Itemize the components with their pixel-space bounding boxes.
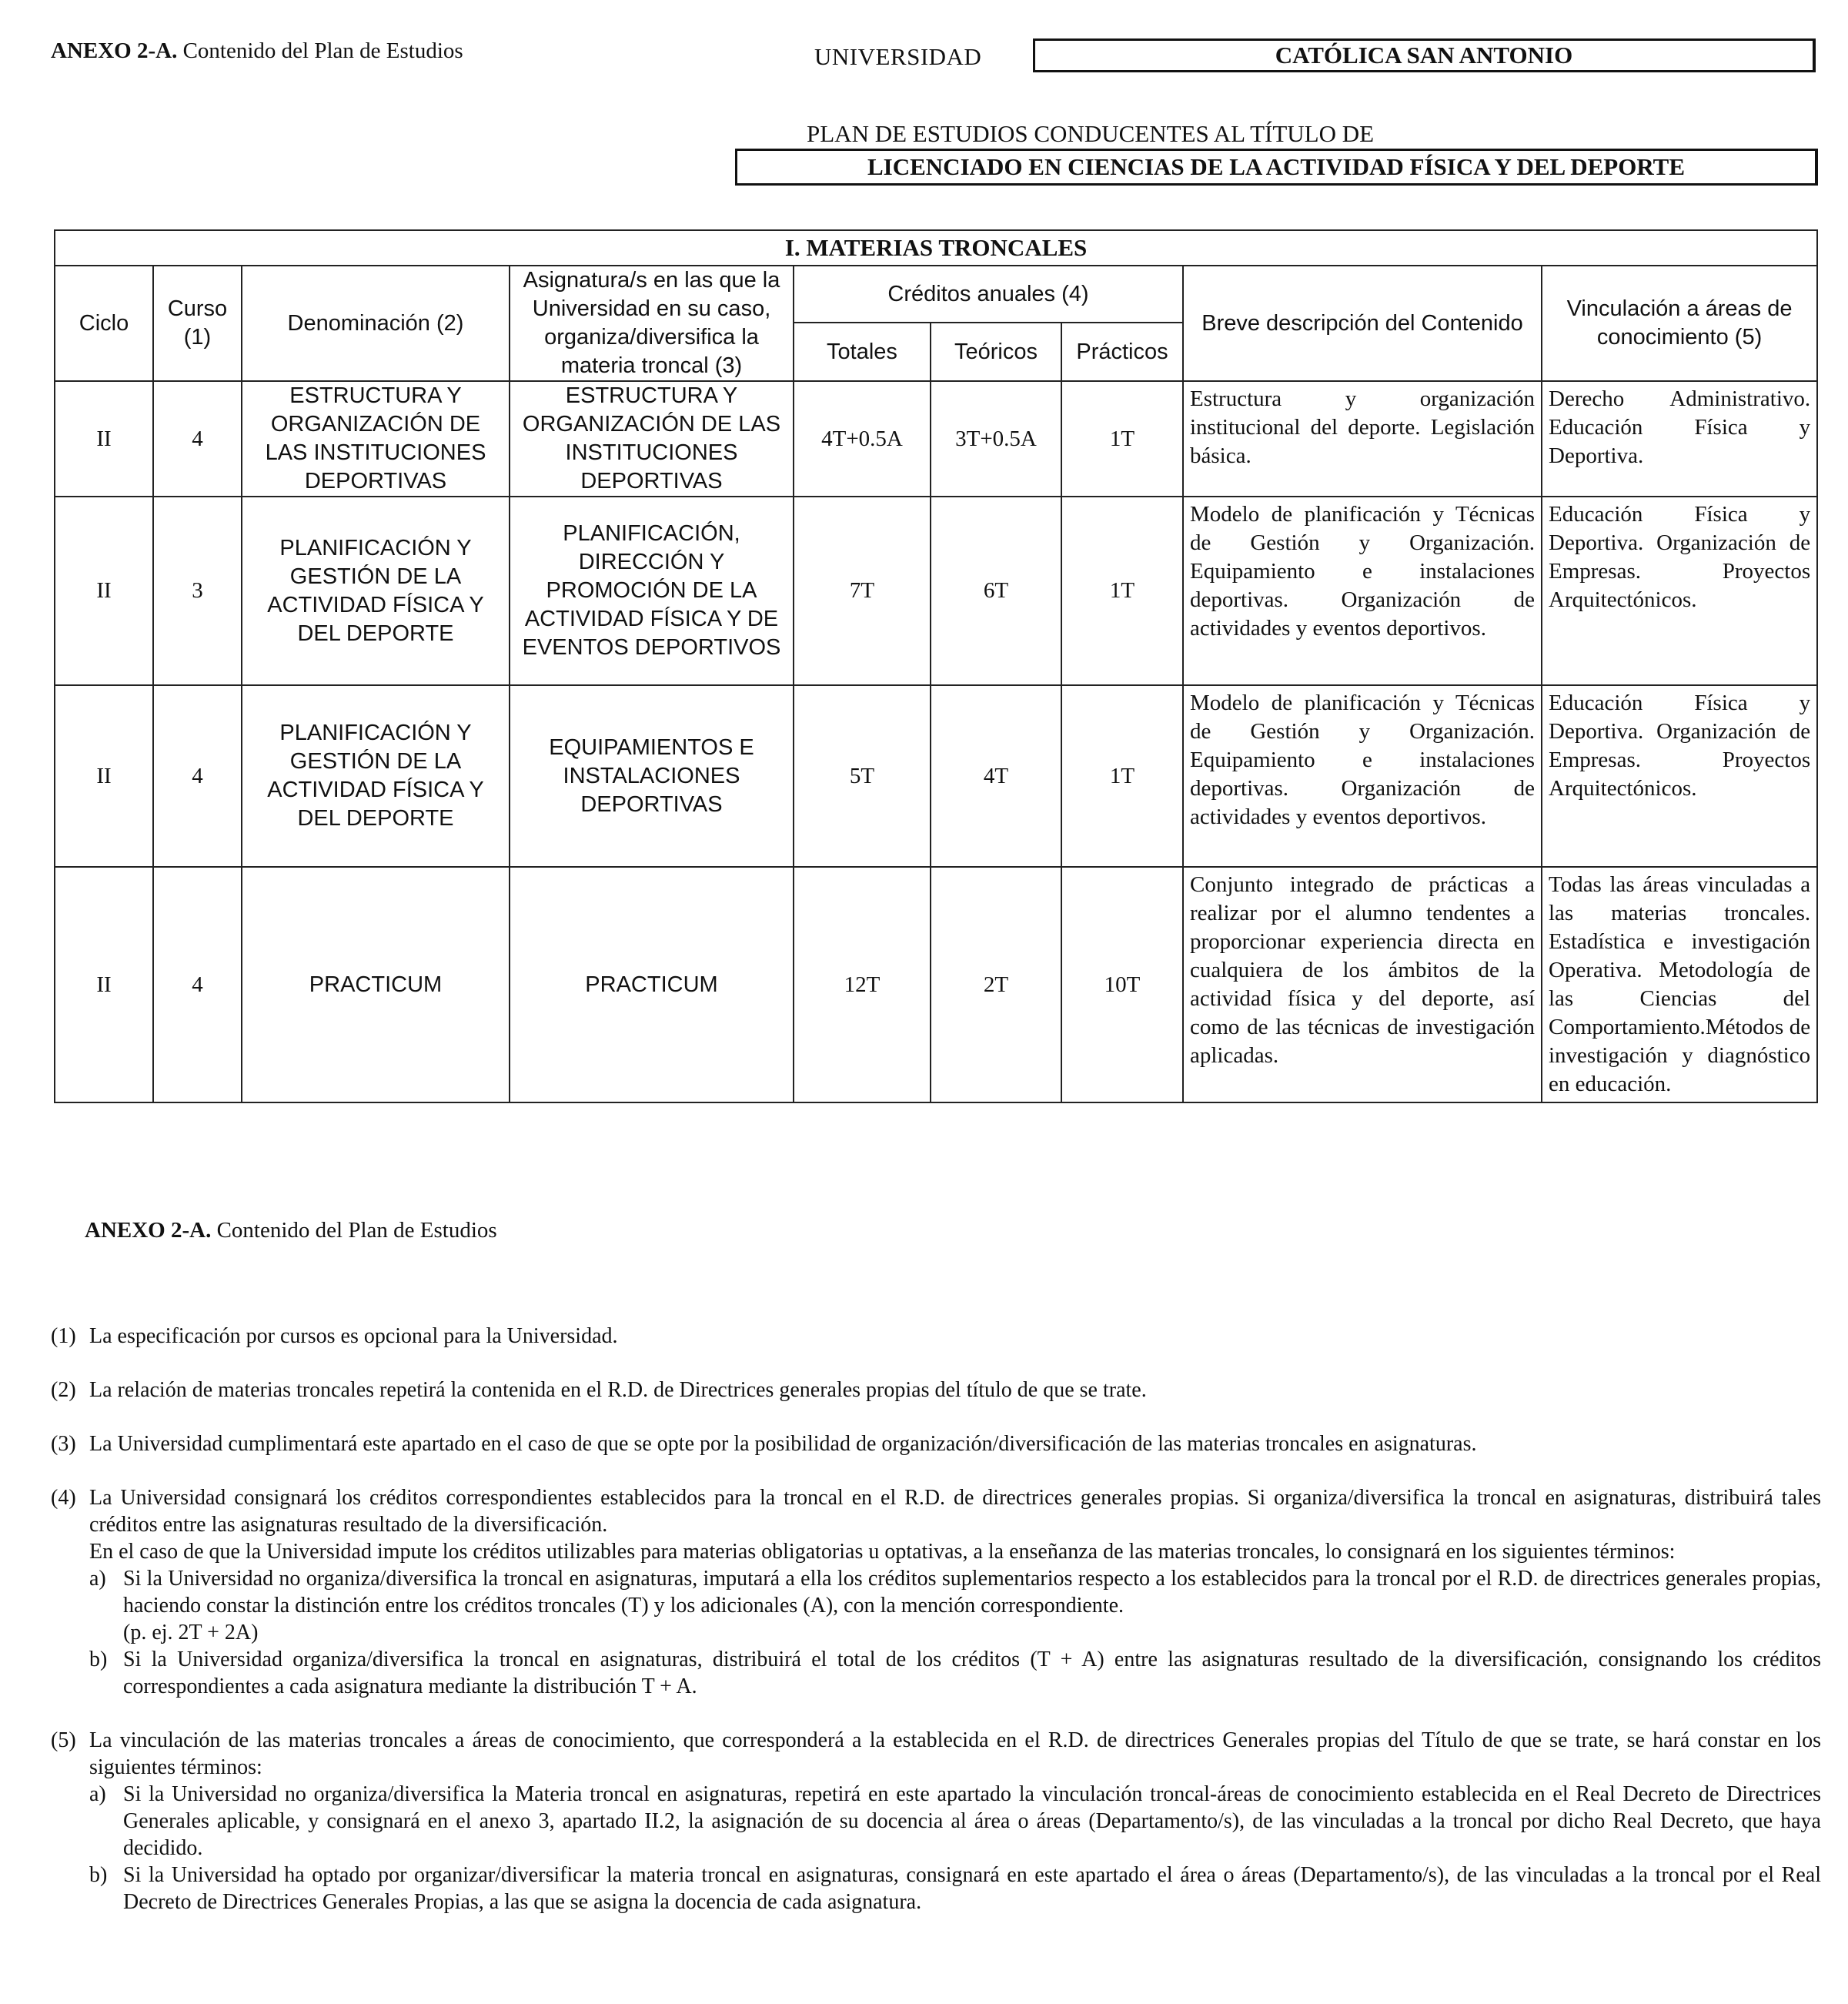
header-practicos: Prácticos — [1061, 323, 1183, 381]
cell-teoricos: 2T — [931, 867, 1061, 1102]
cell-asignatura: EQUIPAMIENTOS E INSTALACIONES DEPORTIVAS — [510, 685, 794, 867]
note-5-sub-b-text: Si la Universidad ha optado por organizar/diversificar la materia troncal en asignaturas, consignará en este apartado el área o áreas (Departamento/s), de las vinculadas a la troncal por el Real Decreto de Directrices Generales Propias, a las que se asigna la docencia de cada asignatura. — [123, 1863, 1821, 1914]
cell-ciclo: II — [55, 381, 153, 497]
annex-heading-rest: Contenido del Plan de Estudios — [177, 38, 463, 63]
cell-asignatura: PRACTICUM — [510, 867, 794, 1102]
cell-curso: 4 — [153, 381, 242, 497]
cell-practicos: 10T — [1061, 867, 1183, 1102]
note-3-number: (3) — [51, 1432, 76, 1456]
note-4-sub-b-text: Si la Universidad organiza/diversifica la troncal en asignaturas, distribuirá el total de los créditos (T + A) entre las asignaturas resultado de la diversificación, consignando los créditos correspondientes a cada asignatura mediante la distribución T + A. — [123, 1648, 1821, 1698]
note-1-text: La especificación por cursos es opcional para la Universidad. — [89, 1324, 618, 1348]
note-5-sub-a-number: a) — [89, 1782, 106, 1806]
materias-troncales-table-wrap — [54, 229, 1816, 1103]
notes-section — [51, 1323, 1821, 1915]
cell-totales: 4T+0.5A — [794, 381, 931, 497]
cell-vinculacion: Derecho Administrativo. Educación Física y Deportiva. — [1542, 381, 1817, 497]
cell-curso: 4 — [153, 685, 242, 867]
cell-totales: 7T — [794, 497, 931, 685]
cell-asignatura: ESTRUCTURA Y ORGANIZACIÓN DE LAS INSTITUCIONES DEPORTIVAS — [510, 381, 794, 497]
table-row — [55, 497, 1817, 685]
header-curso: Curso (1) — [153, 266, 242, 381]
header-ciclo: Ciclo — [55, 266, 153, 381]
cell-vinculacion: Educación Física y Deportiva. Organización de Empresas. Proyectos Arquitectónicos. — [1542, 497, 1817, 685]
note-4-number: (4) — [51, 1486, 76, 1510]
note-4-sub-b-number: b) — [89, 1648, 108, 1671]
table-row — [55, 381, 1817, 497]
cell-teoricos: 4T — [931, 685, 1061, 867]
header-totales: Totales — [794, 323, 931, 381]
cell-totales: 5T — [794, 685, 931, 867]
header-teoricos: Teóricos — [931, 323, 1061, 381]
cell-asignatura: PLANIFICACIÓN, DIRECCIÓN Y PROMOCIÓN DE LA ACTIVIDAD FÍSICA Y DE EVENTOS DEPORTIVOS — [510, 497, 794, 685]
note-5-body — [89, 1727, 1821, 1915]
materias-troncales-table — [54, 229, 1818, 1103]
cell-curso: 4 — [153, 867, 242, 1102]
note-2-number: (2) — [51, 1378, 76, 1402]
cell-vinculacion: Todas las áreas vinculadas a las materias troncales. Estadística e investigación Operativa. Metodología de las Ciencias del Comportamiento.Métodos de investigación y diagnóstico en educación. — [1542, 867, 1817, 1102]
plan-label: PLAN DE ESTUDIOS CONDUCENTES AL TÍTULO DE — [807, 120, 1375, 147]
cell-curso: 3 — [153, 497, 242, 685]
note-5-sub-a-text: Si la Universidad no organiza/diversifica la Materia troncal en asignaturas, repetirá en este apartado la vinculación troncal-áreas de conocimiento establecida en el Real Decreto de Directrices Generales aplicable, y consignará en el anexo 3, apartado II.2, la asignación de su docencia al área o áreas (Departamento/s), de las vinculadas a la troncal por dicho Real Decreto, que haya decidido. — [123, 1782, 1821, 1860]
header-descripcion: Breve descripción del Contenido — [1183, 266, 1542, 381]
note-4-text-a: La Universidad consignará los créditos correspondientes establecidos para la troncal en el R.D. de directrices generales propias. Si organiza/diversifica la troncal en asignaturas, distribuirá tales créditos entre las asignaturas resultado de la diversificación. — [89, 1486, 1821, 1537]
note-4-sub-a-body — [123, 1565, 1821, 1646]
cell-teoricos: 6T — [931, 497, 1061, 685]
cell-descripcion: Modelo de planificación y Técnicas de Gestión y Organización. Equipamiento e instalaciones deportivas. Organización de actividades y eventos deportivos. — [1183, 497, 1542, 685]
cell-denominacion: PLANIFICACIÓN Y GESTIÓN DE LA ACTIVIDAD FÍSICA Y DEL DEPORTE — [242, 685, 510, 867]
note-4-sub-b — [89, 1646, 1821, 1700]
cell-practicos: 1T — [1061, 497, 1183, 685]
university-name-box: CATÓLICA SAN ANTONIO — [1033, 38, 1816, 72]
note-2 — [51, 1377, 1821, 1403]
note-4 — [51, 1484, 1821, 1700]
header-vinculacion: Vinculación a áreas de conocimiento (5) — [1542, 266, 1817, 381]
cell-teoricos: 3T+0.5A — [931, 381, 1061, 497]
note-1 — [51, 1323, 1821, 1350]
cell-practicos: 1T — [1061, 381, 1183, 497]
cell-vinculacion: Educación Física y Deportiva. Organización de Empresas. Proyectos Arquitectónicos. — [1542, 685, 1817, 867]
note-5-sub-a — [89, 1781, 1821, 1862]
university-label: UNIVERSIDAD — [814, 43, 982, 70]
note-5-sub-b — [89, 1862, 1821, 1915]
note-4-sub-a — [89, 1565, 1821, 1646]
note-5-sub-b-number: b) — [89, 1863, 108, 1887]
header-asignaturas: Asignatura/s en las que la Universidad en su caso, organiza/diversifica la materia troncal (3) — [510, 266, 794, 381]
cell-denominacion: PRACTICUM — [242, 867, 510, 1102]
note-5-number: (5) — [51, 1728, 76, 1752]
cell-totales: 12T — [794, 867, 931, 1102]
note-1-number: (1) — [51, 1324, 76, 1348]
note-5 — [51, 1727, 1821, 1915]
section-title: I. MATERIAS TRONCALES — [55, 230, 1817, 266]
note-4-body — [89, 1484, 1821, 1700]
table-row — [55, 685, 1817, 867]
note-3-text: La Universidad cumplimentará este apartado en el caso de que se opte por la posibilidad de organización/diversificación de las materias troncales en asignaturas. — [89, 1432, 1477, 1456]
footer-annex-heading — [85, 1218, 497, 1243]
annex-heading-bold: ANEXO 2-A. — [51, 38, 178, 63]
table-row — [55, 867, 1817, 1102]
note-4-sub-a-example: (p. ej. 2T + 2A) — [123, 1621, 259, 1644]
degree-title-box: LICENCIADO EN CIENCIAS DE LA ACTIVIDAD FÍSICA Y DEL DEPORTE — [735, 149, 1818, 186]
cell-descripcion: Estructura y organización institucional del deporte. Legislación básica. — [1183, 381, 1542, 497]
cell-denominacion: PLANIFICACIÓN Y GESTIÓN DE LA ACTIVIDAD FÍSICA Y DEL DEPORTE — [242, 497, 510, 685]
cell-descripcion: Modelo de planificación y Técnicas de Gestión y Organización. Equipamiento e instalaciones deportivas. Organización de actividades y eventos deportivos. — [1183, 685, 1542, 867]
note-3 — [51, 1430, 1821, 1457]
cell-denominacion: ESTRUCTURA Y ORGANIZACIÓN DE LAS INSTITUCIONES DEPORTIVAS — [242, 381, 510, 497]
header-creditos: Créditos anuales (4) — [794, 266, 1183, 323]
cell-ciclo: II — [55, 497, 153, 685]
cell-practicos: 1T — [1061, 685, 1183, 867]
note-5-text: La vinculación de las materias troncales a áreas de conocimiento, que corresponderá a la establecida en el R.D. de directrices Generales propias del Título de que se trate, se hará constar en los siguientes términos: — [89, 1728, 1821, 1779]
header-denominacion: Denominación (2) — [242, 266, 510, 381]
note-4-sub-a-number: a) — [89, 1567, 106, 1591]
cell-ciclo: II — [55, 867, 153, 1102]
note-4-text-b: En el caso de que la Universidad impute los créditos utilizables para materias obligatorias u optativas, a la enseñanza de las materias troncales, lo consignará en los siguientes términos: — [89, 1540, 1676, 1564]
note-4-sub-a-text: Si la Universidad no organiza/diversifica la troncal en asignaturas, imputará a ella los créditos suplementarios respecto a los establecidos para la troncal por el R.D. de directrices generales propias, haciendo constar la distinción entre los créditos troncales (T) y los adicionales (A), con la mención correspondiente. — [123, 1567, 1821, 1618]
cell-descripcion: Conjunto integrado de prácticas a realizar por el alumno tendentes a proporcionar experiencia directa en cualquiera de los ámbitos de la actividad física y del deporte, así como de las técnicas de investigación aplicadas. — [1183, 867, 1542, 1102]
annex-heading — [51, 38, 463, 64]
footer-annex-rest: Contenido del Plan de Estudios — [211, 1218, 497, 1243]
note-2-text: La relación de materias troncales repetirá la contenida en el R.D. de Directrices generales propias del título de que se trate. — [89, 1378, 1147, 1402]
cell-ciclo: II — [55, 685, 153, 867]
footer-annex-bold: ANEXO 2-A. — [85, 1218, 212, 1243]
